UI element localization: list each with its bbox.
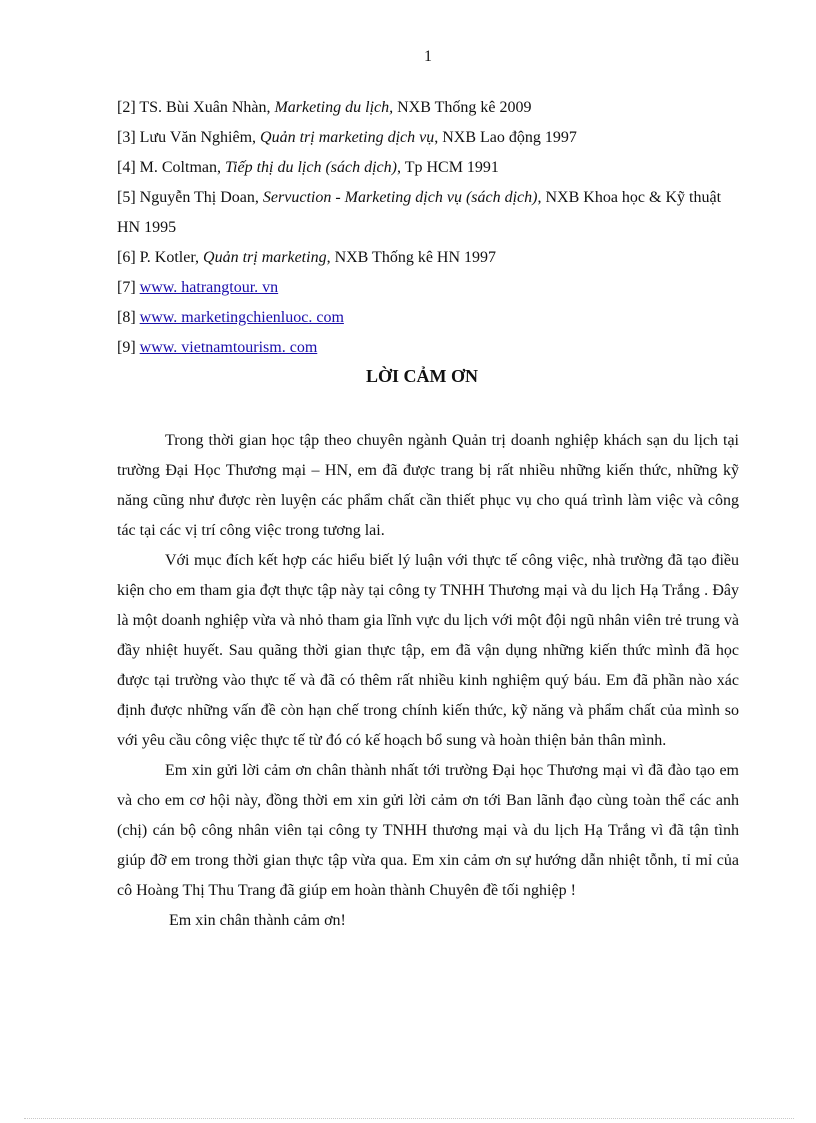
reference-author: [5] Nguyễn Thị Doan, [117, 189, 263, 206]
reference-link-item [117, 303, 727, 333]
reference-item [117, 243, 727, 273]
reference-author: [3] Lưu Văn Nghiêm, [117, 129, 261, 146]
reference-number: [7] [117, 279, 140, 296]
reference-publisher: , NXB Lao động 1997 [434, 129, 577, 146]
body-paragraph: Trong thời gian học tập theo chuyên ngành Quản trị doanh nghiệp khách sạn du lịch tại trường Đại Học Thương mại – HN, em đã được trang bị rất nhiều những kiến thức, những kỹ năng cũng như được rèn luyện các phẩm chất cần thiết phục vụ cho quá trình làm việc và công tác tại các vị trí công việc trong tương lai. [117, 432, 739, 539]
reference-item [117, 153, 727, 183]
reference-number: [9] [117, 339, 140, 356]
closing-line: Em xin chân thành cảm ơn! [169, 912, 346, 929]
reference-number: [8] [117, 309, 140, 326]
reference-item [117, 183, 727, 243]
reference-publisher: , NXB Thống kê HN 1997 [326, 249, 497, 266]
page-number: 1 [424, 48, 432, 65]
reference-link[interactable]: www. marketingchienluoc. com [139, 309, 344, 326]
body-paragraph: Em xin gửi lời cảm ơn chân thành nhất tới trường Đại học Thương mại vì đã đào tạo em và cho em cơ hội này, đồng thời em xin gửi lời cảm ơn tới Ban lãnh đạo cùng toàn thể các anh (chị) cán bộ công nhân viên tại công ty TNHH thương mại và du lịch Hạ Trắng vì đã tận tình giúp đỡ em trong thời gian thực tập vừa qua. Em xin cảm ơn sự hướng dẫn nhiệt tỗnh, tỉ mỉ của cô Hoàng Thị Thu Trang đã giúp em hoàn thành Chuyên đề tối nghiệp ! [117, 762, 739, 899]
reference-title: Marketing du lịch, [274, 99, 394, 116]
reference-author: [4] M. Coltman, [117, 159, 225, 176]
reference-author: [6] P. Kotler, [117, 249, 204, 266]
reference-publisher: NXB Thống kê 2009 [393, 99, 532, 116]
reference-title: Quản trị marketing [203, 249, 327, 266]
reference-author: [2] TS. Bùi Xuân Nhàn, [117, 99, 275, 116]
reference-link-item [117, 273, 727, 303]
reference-link[interactable]: www. hatrangtour. vn [139, 279, 279, 296]
body-paragraph: Với mục đích kết hợp các hiểu biết lý luận với thực tế công việc, nhà trường đã tạo điều kiện cho em tham gia đợt thực tập này tại công ty TNHH Thương mại và du lịch Hạ Trắng . Đây là một doanh nghiệp vừa và nhỏ tham gia lĩnh vực du lịch với một đội ngũ nhân viên trẻ trung và đầy nhiệt huyết. Sau quãng thời gian thực tập, em đã vận dụng những kiến thức mình đã học được tại trường vào thực tế và đã có thêm rất nhiều kinh nghiệm quý báu. Em đã phần nào xác định được những vấn đề còn hạn chế trong chính kiến thức, kỹ năng và phẩm chất của mình so với yêu cầu công việc thực tế từ đó có kế hoạch bổ sung và hoàn thiện bản thân mình. [117, 552, 739, 749]
reference-title: Servuction - Marketing dịch vụ (sách dịch) [262, 189, 538, 206]
reference-publisher: , NXB Khoa học & Kỹ thuật HN 1995 [117, 189, 722, 236]
reference-title: Quản trị marketing dịch vụ [260, 129, 435, 146]
reference-link[interactable]: www. vietnamtourism. com [139, 339, 318, 356]
reference-link-item [117, 333, 727, 363]
page-bottom-border [24, 1118, 794, 1119]
reference-title: Tiếp thị du lịch (sách dịch) [225, 159, 397, 176]
section-heading: LỜI CẢM ƠN [366, 366, 478, 386]
reference-list [117, 93, 727, 363]
acknowledgement-body [117, 426, 739, 936]
reference-item [117, 93, 727, 123]
reference-item [117, 123, 727, 153]
reference-publisher: , Tp HCM 1991 [396, 159, 499, 176]
